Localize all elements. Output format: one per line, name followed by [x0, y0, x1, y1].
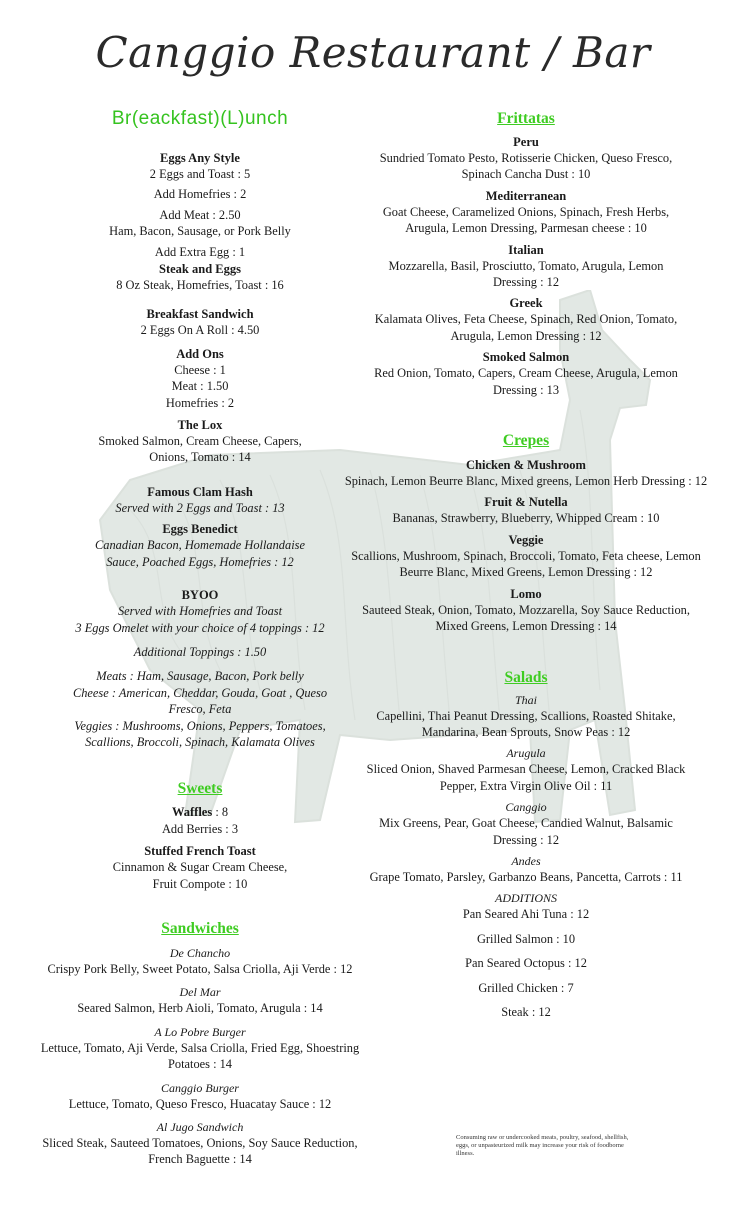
item-name: De Chancho	[169, 945, 231, 960]
item-line: Cheese : 1	[174, 362, 226, 377]
item-name: Stuffed French Toast	[144, 844, 256, 859]
item-line: 3 Eggs Omelet with your choice of 4 toppings : 12	[75, 620, 325, 635]
item-line: Sauteed Steak, Onion, Tomato, Mozzarella, Soy Sauce Reduction,	[362, 602, 690, 617]
menu-item-byoo	[38, 588, 362, 750]
item-line: Arugula, Lemon Dressing : 12	[450, 328, 602, 343]
item-name: Italian	[508, 242, 544, 257]
item-line: 2 Eggs On A Roll : 4.50	[140, 323, 260, 338]
additions-list	[348, 906, 704, 1020]
item-name: Canggio	[505, 800, 547, 815]
item-line: Cheese : American, Cheddar, Gouda, Goat , Queso	[72, 685, 328, 700]
item-line: Ham, Bacon, Sausage, or Pork Belly	[109, 224, 291, 239]
menu-item-a-lo-pobre-burger	[38, 1025, 362, 1073]
crepes-heading: Crepes	[502, 432, 550, 450]
item-name: Eggs Benedict	[162, 522, 238, 537]
item-line: Add Berries : 3	[161, 821, 239, 836]
item-line: French Baguette : 14	[148, 1152, 252, 1167]
item-name: Arugula	[506, 746, 546, 761]
item-line: 8 Oz Steak, Homefries, Toast : 16	[116, 278, 284, 293]
crepes-list	[344, 458, 708, 634]
item-line: Scallions, Broccoli, Spinach, Kalamata Olives	[85, 734, 315, 749]
item-line: Sliced Onion, Shaved Parmesan Cheese, Lemon, Cracked Black	[366, 762, 686, 777]
menu-item-lomo	[348, 587, 704, 635]
item-line: Mix Greens, Pear, Goat Cheese, Candied Walnut, Balsamic	[379, 816, 673, 831]
item-name: Eggs Any Style	[160, 151, 240, 165]
salads-list	[348, 693, 704, 886]
menu-item-eggs-benedict	[38, 522, 362, 570]
sandwiches-heading: Sandwiches	[161, 919, 239, 937]
frittatas-list	[348, 135, 704, 398]
item-line: Bananas, Strawberry, Blueberry, Whipped Cream : 10	[392, 511, 660, 526]
item-name: Steak and Eggs	[159, 262, 241, 277]
item-line: Onions, Tomato : 14	[149, 450, 251, 465]
item-name: Al Jugo Sandwich	[156, 1120, 244, 1134]
item-name: Mediterranean	[485, 188, 567, 203]
frittatas-heading: Frittatas	[497, 110, 555, 127]
item-name: Fruit & Nutella	[484, 495, 568, 510]
item-name: A Lo Pobre Burger	[154, 1024, 246, 1039]
item-line: Spinach Cancha Dust : 10	[461, 167, 591, 182]
item-line: Lettuce, Tomato, Queso Fresco, Huacatay Sauce : 12	[68, 1096, 332, 1111]
item-name: Famous Clam Hash	[147, 484, 253, 499]
brunch-heading: Br(eackfast)(L)unch	[111, 108, 289, 129]
item-line: Crispy Pork Belly, Sweet Potato, Salsa Criolla, Aji Verde : 12	[47, 961, 353, 976]
item-price: : 8	[212, 805, 229, 820]
menu-item-stuffed-french-toast	[38, 844, 362, 892]
menu-item-canggio-burger	[38, 1081, 362, 1112]
item-line: Spinach, Lemon Beurre Blanc, Mixed greens, Lemon Herb Dressing : 12	[344, 474, 708, 489]
menu-item-canggio-salad	[348, 800, 704, 848]
menu-item-mediterranean	[348, 189, 704, 237]
addition-item: Steak : 12	[501, 1004, 551, 1019]
item-name: The Lox	[177, 418, 223, 433]
right-column	[344, 108, 708, 1020]
sandwiches-list	[38, 946, 362, 1168]
item-line: Pepper, Extra Virgin Olive Oil : 11	[439, 778, 613, 793]
item-line: Sliced Steak, Sauteed Tomatoes, Onions, Soy Sauce Reduction,	[42, 1136, 358, 1150]
item-line: Add Homefries : 2	[153, 187, 247, 202]
item-line: 2 Eggs and Toast : 5	[149, 167, 251, 181]
item-line: Fruit Compote : 10	[152, 876, 248, 891]
menu-item-italian	[348, 243, 704, 291]
item-line: Add Meat : 2.50	[159, 207, 241, 222]
menu-item-smoked-salmon	[348, 350, 704, 398]
item-name: Thai	[514, 692, 537, 707]
item-name: BYOO	[181, 588, 219, 603]
item-name: Lomo	[510, 586, 542, 601]
item-name: Greek	[509, 296, 543, 311]
item-line: Grape Tomato, Parsley, Garbanzo Beans, Pancetta, Carrots : 11	[369, 869, 683, 884]
menu-item-del-mar	[38, 985, 362, 1016]
item-line: Dressing : 13	[492, 382, 560, 397]
item-line: Beurre Blanc, Mixed Greens, Lemon Dressing : 12	[399, 565, 653, 580]
item-line: Seared Salmon, Herb Aioli, Tomato, Arugula : 14	[77, 1001, 323, 1016]
item-line: Additional Toppings : 1.50	[133, 644, 267, 659]
item-line: Red Onion, Tomato, Capers, Cream Cheese, Arugula, Lemon	[374, 366, 678, 381]
salads-heading: Salads	[504, 668, 548, 686]
item-line: Add Extra Egg : 1	[154, 244, 246, 259]
menu-item-peru	[348, 135, 704, 183]
item-line: Dressing : 12	[492, 832, 560, 847]
restaurant-title: Canggio Restaurant / Bar	[95, 28, 651, 77]
menu-item-veggie	[348, 533, 704, 581]
item-name: Canggio Burger	[161, 1080, 239, 1095]
item-line: Veggies : Mushrooms, Onions, Peppers, Tomatoes,	[74, 718, 326, 733]
item-line: Arugula, Lemon Dressing, Parmesan cheese : 10	[405, 221, 647, 236]
addition-item: Pan Seared Ahi Tuna : 12	[462, 907, 590, 922]
addition-item: Grilled Salmon : 10	[476, 931, 576, 946]
item-line: Mandarina, Bean Sprouts, Snow Peas : 12	[421, 724, 631, 739]
item-line: Canadian Bacon, Homemade Hollandaise	[95, 538, 305, 553]
item-line: Meats : Ham, Sausage, Bacon, Pork belly	[96, 669, 304, 684]
menu-item-chicken-mushroom	[344, 458, 708, 489]
menu-item-the-lox	[38, 418, 362, 466]
item-name: Andes	[511, 853, 541, 868]
menu-item-eggs-any-style	[38, 151, 362, 260]
item-line: Homefries : 2	[165, 395, 235, 410]
item-name: Chicken & Mushroom	[466, 458, 586, 473]
menu-item-add-ons	[38, 347, 362, 411]
menu-item-de-chancho	[38, 946, 362, 977]
menu-item-clam-hash	[38, 485, 362, 516]
item-line: Capellini, Thai Peanut Dressing, Scallions, Roasted Shitake,	[376, 708, 676, 723]
menu-item-steak-and-eggs	[38, 262, 362, 293]
menu-item-andes	[348, 854, 704, 885]
item-name: Del Mar	[179, 985, 221, 1000]
menu-item-breakfast-sandwich	[38, 307, 362, 338]
menu-item-arugula	[348, 746, 704, 794]
item-line: Smoked Salmon, Cream Cheese, Capers,	[98, 434, 302, 449]
menu-item-thai	[348, 693, 704, 741]
item-name: Veggie	[508, 532, 544, 547]
item-line: Meat : 1.50	[171, 379, 229, 394]
additions-heading: ADDITIONS	[495, 891, 557, 906]
menu-item-fruit-nutella	[348, 495, 704, 526]
item-line: Mixed Greens, Lemon Dressing : 14	[435, 619, 617, 634]
item-line: Scallions, Mushroom, Spinach, Broccoli, Tomato, Feta cheese, Lemon	[351, 548, 701, 563]
item-name: Breakfast Sandwich	[146, 307, 254, 322]
item-line: Served with 2 Eggs and Toast : 13	[115, 500, 285, 515]
food-safety-disclaimer: Consuming raw or undercooked meats, poultry, seafood, shellfish, eggs, or unpasteurized milk may increase your risk of foodborne illness.	[456, 1134, 629, 1157]
menu-item-al-jugo-sandwich	[38, 1120, 362, 1168]
item-line: Fresco, Feta	[168, 702, 232, 717]
menu-item-waffles	[38, 804, 362, 837]
item-line: Served with Homefries and Toast	[117, 604, 283, 619]
item-line: Sauce, Poached Eggs, Homefries : 12	[106, 554, 294, 569]
item-line: Mozzarella, Basil, Prosciutto, Tomato, Arugula, Lemon	[388, 258, 664, 273]
item-name: Add Ons	[176, 346, 224, 361]
item-name: Smoked Salmon	[482, 350, 570, 365]
item-line: Potatoes : 14	[167, 1057, 233, 1072]
item-name: Waffles	[171, 805, 213, 820]
addition-item: Pan Seared Octopus : 12	[465, 956, 587, 971]
item-line: Dressing : 12	[492, 275, 560, 290]
item-line: Cinnamon & Sugar Cream Cheese,	[112, 860, 288, 875]
item-line: Sundried Tomato Pesto, Rotisserie Chicken, Queso Fresco,	[379, 151, 673, 165]
sweets-heading: Sweets	[177, 780, 223, 798]
left-column	[38, 108, 362, 1168]
addition-item: Grilled Chicken : 7	[478, 980, 574, 995]
item-line: Goat Cheese, Caramelized Onions, Spinach, Fresh Herbs,	[382, 204, 670, 219]
item-name: Peru	[513, 135, 539, 149]
item-line: Lettuce, Tomato, Aji Verde, Salsa Criolla, Fried Egg, Shoestring	[40, 1040, 360, 1055]
menu-item-greek	[348, 296, 704, 344]
item-line: Kalamata Olives, Feta Cheese, Spinach, Red Onion, Tomato,	[374, 312, 678, 327]
